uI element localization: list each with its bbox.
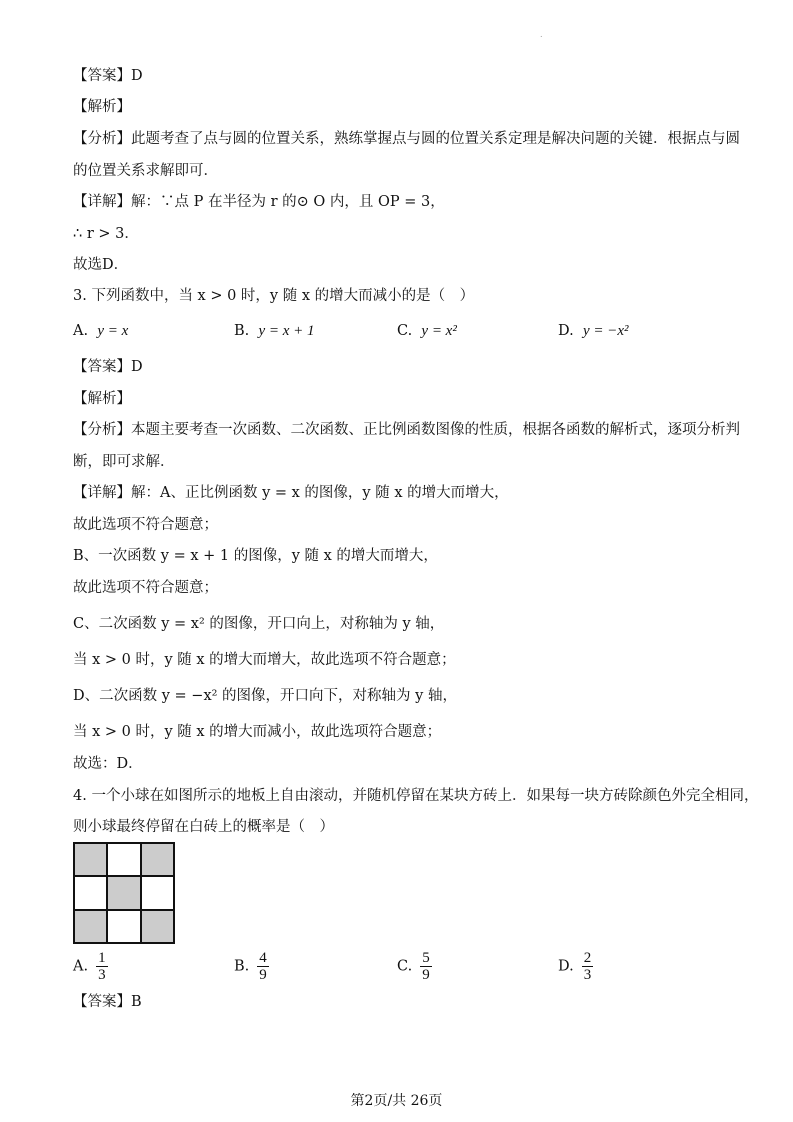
gray-tile [74, 843, 107, 876]
page-mark: . [540, 30, 543, 39]
fraction: $\frac{5}{9}$ [422, 950, 430, 983]
conclusion-text: 故选：D． [73, 756, 143, 772]
question-4: 4. 一个小球在如图所示的地板上自由滚动，并随机停留在某块方砖上．如果每一块方砖除颜色外完全相同， [73, 788, 759, 804]
q4-option-b: B. $\frac{4}{9}$ [234, 950, 267, 983]
white-tile [141, 876, 174, 909]
analysis-label: 【解析】 [73, 99, 131, 115]
q3-option-d: D. y = −x² [558, 323, 629, 339]
analysis-label: 【解析】 [73, 391, 131, 407]
gray-tile [74, 910, 107, 943]
detail-text: 故此选项不符合题意； [73, 580, 218, 596]
answer-label: 【答案】B [73, 994, 142, 1010]
detail-text: 【详解】解：∵点 P 在半径为 r 的⊙ O 内，且 OP = 3， [73, 194, 445, 210]
detail-text: 故此选项不符合题意； [73, 517, 218, 533]
fraction: $\frac{1}{3}$ [98, 950, 106, 983]
detail-text: 当 x > 0 时，y 随 x 的增大而增大，故此选项不符合题意； [73, 652, 456, 668]
detail-text: B、一次函数 y = x + 1 的图像，y 随 x 的增大而增大， [73, 548, 438, 564]
gray-tile [107, 876, 140, 909]
detail-text: ∴ r > 3． [73, 226, 139, 242]
white-tile [107, 910, 140, 943]
tile-floor-figure [73, 842, 175, 944]
white-tile [74, 876, 107, 909]
answer-label: 【答案】D [73, 359, 143, 375]
analysis-text: 【分析】此题考查了点与圆的位置关系，熟练掌握点与圆的位置关系定理是解决问题的关键．根据点与圆 [73, 131, 740, 147]
page-footer: 第2页/共 26页 [350, 1093, 443, 1109]
white-tile [107, 843, 140, 876]
question-4: 则小球最终停留在白砖上的概率是（ ） [73, 819, 334, 835]
detail-text: C、二次函数 y = x² 的图像，开口向上，对称轴为 y 轴， [73, 616, 445, 632]
fraction: $\frac{2}{3}$ [583, 950, 592, 983]
analysis-text: 【分析】本题主要考查一次函数、二次函数、正比例函数图像的性质，根据各函数的解析式，逐项分析判 [73, 422, 740, 438]
analysis-text: 断，即可求解． [73, 454, 175, 470]
answer-label: 【答案】D [73, 68, 143, 84]
gray-tile [141, 843, 174, 876]
q4-option-a: A. $\frac{1}{3}$ [73, 950, 106, 983]
detail-text: D、二次函数 y = −x² 的图像，开口向下，对称轴为 y 轴， [73, 688, 457, 704]
fraction: $\frac{4}{9}$ [259, 950, 267, 983]
q4-option-d: D. $\frac{2}{3}$ [558, 950, 592, 983]
q3-option-a: A. y = x [73, 323, 129, 339]
q3-option-b: B. y = x + 1 [234, 323, 315, 339]
q4-option-c: C. $\frac{5}{9}$ [397, 950, 430, 983]
question-3: 3. 下列函数中，当 x > 0 时，y 随 x 的增大而减小的是（ ） [73, 288, 475, 304]
gray-tile [141, 910, 174, 943]
q3-option-c: C. y = x² [397, 323, 457, 339]
analysis-text: 的位置关系求解即可． [73, 163, 218, 179]
detail-text: 当 x > 0 时，y 随 x 的增大而减小，故此选项符合题意； [73, 724, 442, 740]
conclusion-text: 故选D． [73, 257, 129, 273]
detail-text: 【详解】解：A、正比例函数 y = x 的图像，y 随 x 的增大而增大， [73, 485, 509, 501]
